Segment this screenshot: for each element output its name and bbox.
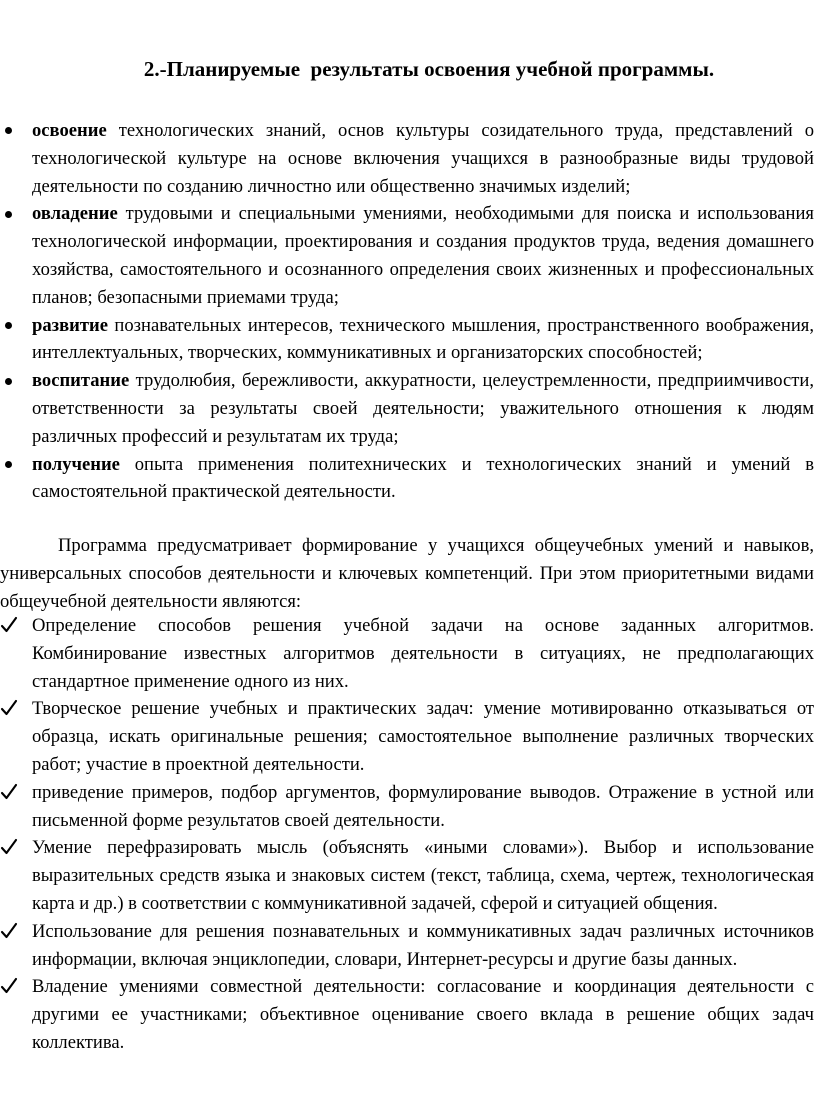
bullet-keyword: развитие — [32, 314, 108, 336]
bullet-item — [0, 117, 816, 200]
bullet-item — [0, 367, 816, 450]
bullet-dot-icon — [1, 200, 15, 228]
bullet-keyword: воспитание — [32, 370, 130, 392]
bullet-item — [0, 312, 816, 368]
bullet-dot-icon — [1, 117, 15, 145]
bullet-text: познавательных интересов, технического мышления, пространственного воображения, интеллектуальных, творческих, коммуникативных и организаторских способностей; — [32, 314, 814, 364]
bullet-text: трудовыми и специальными умениями, необходимыми для поиска и использования технологической информации, проектирования и создания продуктов труда, ведения домашнего хозяйства, самостоятельного и осознанного определения своих жизненных и профессиональных планов; безопасными приемами труда; — [32, 203, 814, 308]
bullet-keyword: получение — [32, 453, 120, 475]
bullet-dot-icon — [1, 367, 15, 395]
check-text: Владение умениями совместной деятельности: согласование и координация деятельности с другими ее участниками; объективное оценивание своего вклада в решение общих задач коллектива. — [32, 976, 814, 1053]
checkmark-icon — [0, 699, 18, 717]
check-item — [0, 612, 816, 695]
check-text: Использование для решения познавательных и коммуникативных задач различных источников информации, включая энциклопедии, словари, Интернет-ресурсы и другие базы данных. — [32, 920, 814, 970]
check-item — [0, 779, 816, 835]
checkmark-icon — [0, 783, 18, 801]
bullet-dot-icon — [1, 451, 15, 479]
results-bullet-list — [0, 117, 816, 506]
check-item — [0, 695, 816, 778]
bullet-keyword: овладение — [32, 203, 118, 225]
check-text: Творческое решение учебных и практических задач: умение мотивированно отказываться от образца, искать оригинальные решения; самостоятельное выполнение различных творческих работ; участие в проектной деятельности. — [32, 698, 814, 775]
bullet-text: технологических знаний, основ культуры созидательного труда, представлений о технологической культуре на основе включения учащихся в разнообразные виды трудовой деятельности по созданию личностно или общественно значимых изделий; — [32, 120, 814, 197]
bullet-item — [0, 200, 816, 311]
check-item — [0, 918, 816, 974]
checkmark-icon — [0, 838, 18, 856]
bullet-dot-icon — [1, 312, 15, 340]
intro-paragraph: Программа предусматривает формирование у учащихся общеучебных умений и навыков, универсальных способов деятельности и ключевых компетенций. При этом приоритетными видами общеучебной деятельности являются: — [0, 535, 814, 612]
activities-check-list — [0, 612, 816, 1057]
check-text: Умение перефразировать мысль (объяснять «иными словами»). Выбор и использование выразительных средств языка и знаковых систем (текст, таблица, схема, чертеж, технологическая карта и др.) в соответствии с коммуникативной задачей, сферой и ситуацией общения. — [32, 837, 814, 914]
checkmark-icon — [0, 616, 18, 634]
check-item — [0, 973, 816, 1056]
check-text: приведение примеров, подбор аргументов, формулирование выводов. Отражение в устной или письменной форме результатов своей деятельности. — [32, 781, 814, 831]
bullet-keyword: освоение — [32, 120, 107, 141]
bullet-item — [0, 451, 816, 507]
checkmark-icon — [0, 977, 18, 995]
check-text: Определение способов решения учебной задачи на основе заданных алгоритмов. Комбинирование известных алгоритмов деятельности в ситуациях, не предполагающих стандартное применение одного из них. — [32, 615, 814, 692]
check-item — [0, 834, 816, 917]
page-title: 2.-Планируемые результаты освоения учебной программы. — [143, 57, 715, 81]
checkmark-icon — [0, 922, 18, 940]
bullet-text: опыта применения политехнических и технологических знаний и умений в самостоятельной практической деятельности. — [32, 453, 814, 503]
bullet-text: трудолюбия, бережливости, аккуратности, целеустремленности, предприимчивости, ответственности за результаты своей деятельности; уважительного отношения к людям различных профессий и результатам их труда; — [32, 370, 814, 447]
